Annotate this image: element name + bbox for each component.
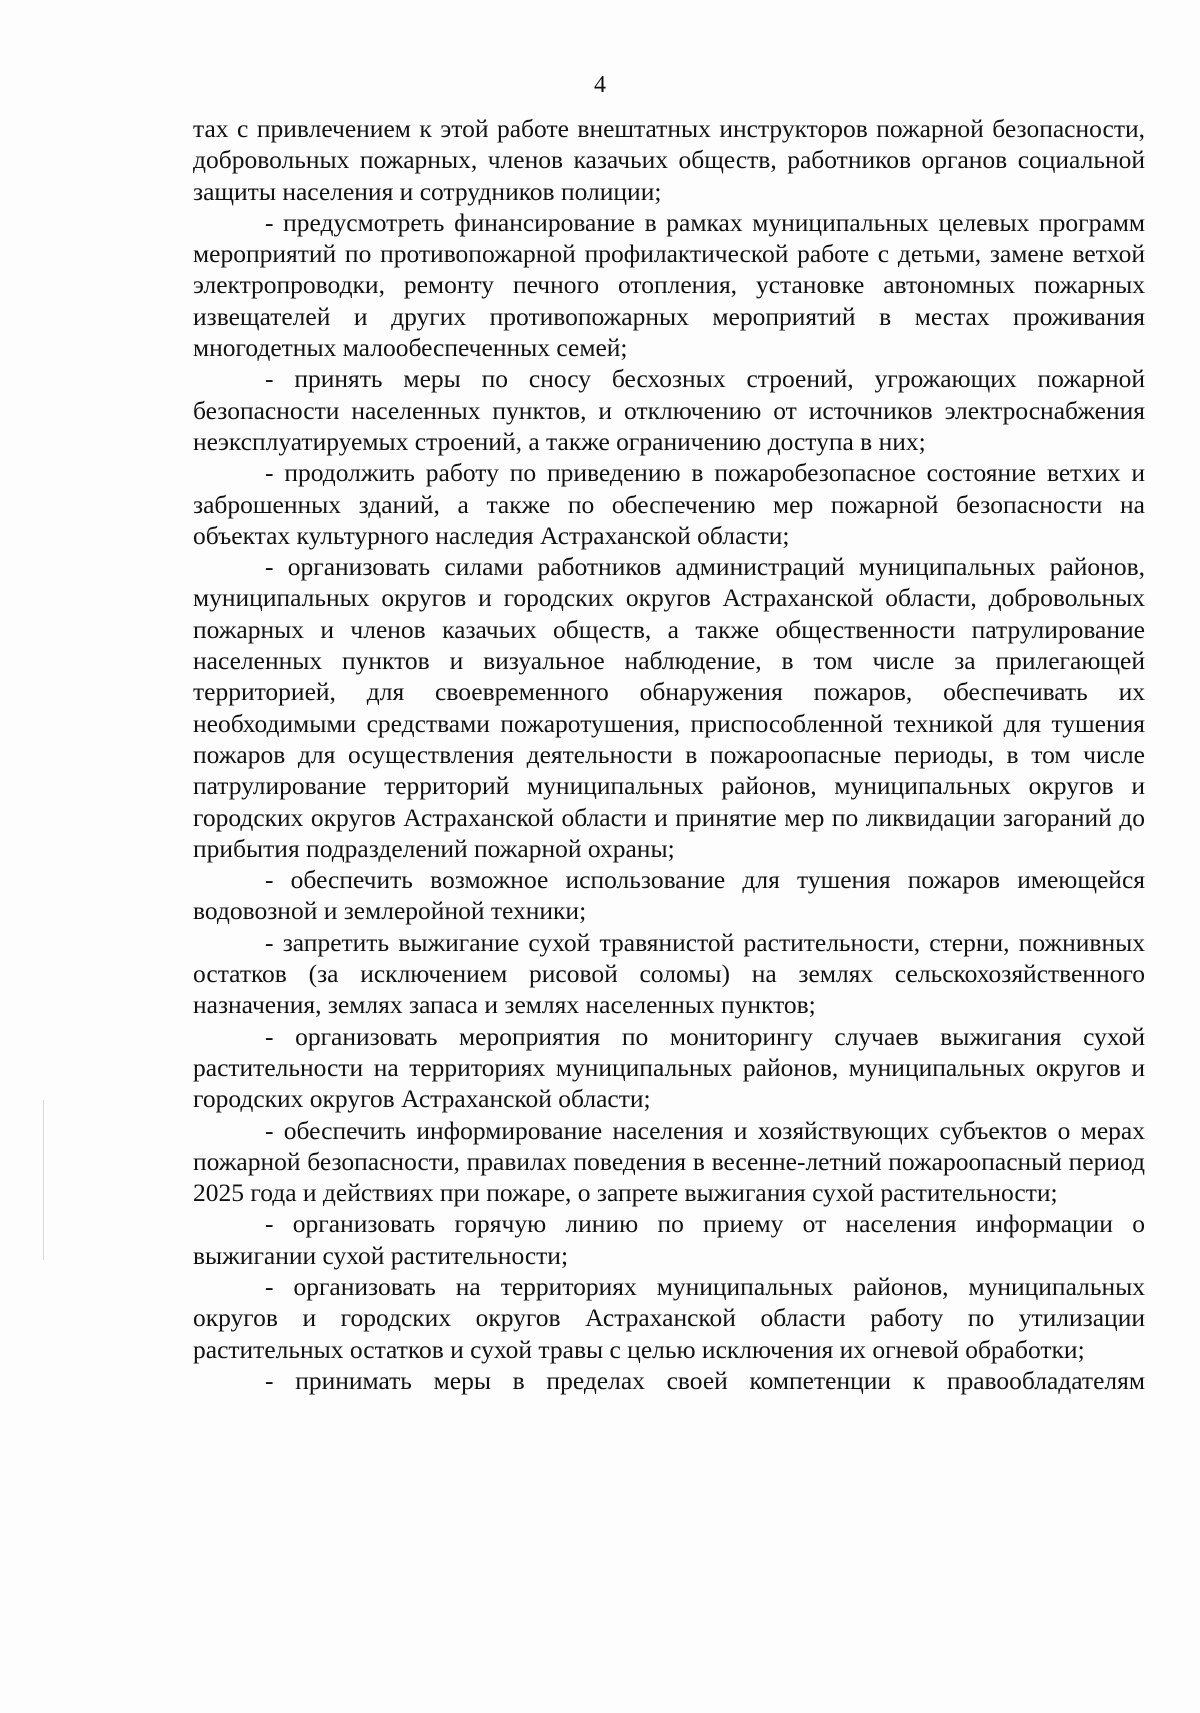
paragraph-continuation: тах с привлечением к этой работе внештатных инструкторов пожарной безопасности, добровольных пожарных, членов казачьих обществ, работников органов социальной защиты населения и сотрудников полиции; xyxy=(193,114,1145,206)
list-item: - организовать мероприятия по мониторингу случаев выжигания сухой растительности на территориях муниципальных районов, муниципальных округов и городских округов Астраханской области; xyxy=(193,1021,1145,1114)
list-item: - обеспечить информирование населения и хозяйствующих субъектов о мерах пожарной безопасности, правилах поведения в весенне-летний пожароопасный период 2025 года и действиях при пожаре, о запрете выжигания сухой растительности; xyxy=(193,1115,1145,1208)
document-body xyxy=(193,113,1145,1396)
list-item: - продолжить работу по приведению в пожаробезопасное состояние ветхих и заброшенных зданий, а также по обеспечению мер пожарной безопасности на объектах культурного наследия Астраханской области; xyxy=(193,458,1145,550)
list-item: - организовать горячую линию по приему от населения информации о выжигании сухой растительности; xyxy=(193,1209,1145,1270)
list-item: - организовать на территориях муниципальных районов, муниципальных округов и городских округов Астраханской области работу по утилизации растительных остатков и сухой травы с целью исключения их огневой обработки; xyxy=(193,1271,1145,1364)
list-item: - принимать меры в пределах своей компетенции к правообладателям xyxy=(265,1365,1145,1395)
list-item: - предусмотреть финансирование в рамках муниципальных целевых программ мероприятий по противопожарной профилактической работе с детьми, замене ветхой электропроводки, ремонту печного отопления, установке автономных пожарных извещателей и других противопожарных мероприятий в местах проживания многодетных малообеспеченных семей; xyxy=(193,207,1145,363)
list-item: - обеспечить возможное использование для тушения пожаров имеющейся водовозной и землеройной техники; xyxy=(193,865,1145,926)
list-item: - принять меры по сносу бесхозных строений, угрожающих пожарной безопасности населенных пунктов, и отключению от источников электроснабжения неэксплуатируемых строений, а также ограничению доступа в них; xyxy=(193,364,1145,456)
list-item: - запретить выжигание сухой травянистой растительности, стерни, пожнивных остатков (за исключением рисовой соломы) на землях сельскохозяйственного назначения, землях запаса и землях населенных пунктов; xyxy=(193,927,1145,1020)
scan-margin-mark xyxy=(43,1100,44,1260)
page-number: 4 xyxy=(594,72,606,98)
list-item: - организовать силами работников администраций муниципальных районов, муниципальных округов и городских округов Астраханской области, добровольных пожарных и членов казачьих обществ, а также общественности патрулирование населенных пунктов и визуальное наблюдение, в том числе за прилегающей территорией, для своевременного обнаружения пожаров, обеспечивать их необходимыми средствами пожаротушения, приспособленной техникой для тушения пожаров для осуществления деятельности в пожароопасные периоды, в том числе патрулирование территорий муниципальных районов, муниципальных округов и городских округов Астраханской области и принятие мер по ликвидации загораний до прибытия подразделений пожарной охраны; xyxy=(193,552,1145,863)
